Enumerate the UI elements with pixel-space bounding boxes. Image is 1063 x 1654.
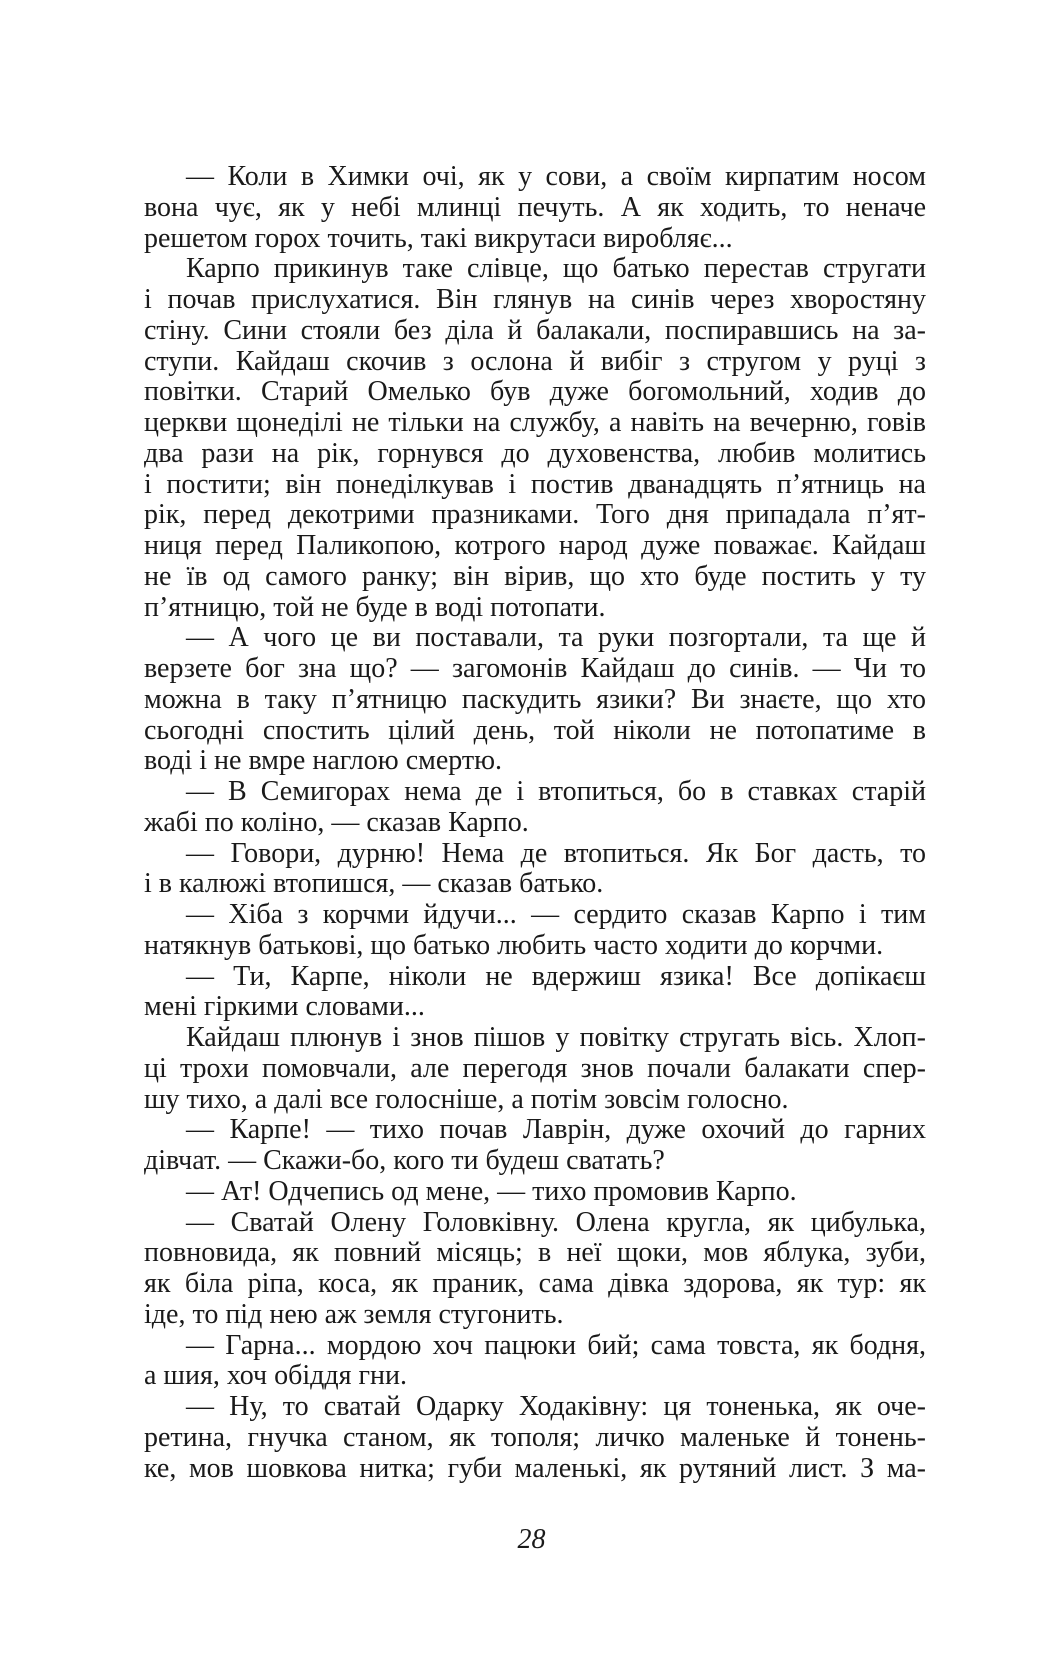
text-line: — Говори, дурню! Нема де втопиться. Як Бог дасть, то xyxy=(186,838,926,869)
text-body xyxy=(144,162,926,1484)
text-line: можна в таку п’ятницю паскудить язики? Ви знаєте, що хто xyxy=(144,684,926,715)
text-line: не їв од самого ранку; він вірив, що хто буде постить у ту xyxy=(144,561,926,592)
text-line: воді і не вмре наглою смертю. xyxy=(144,746,503,777)
text-line: — Ну, то сватай Одарку Ходаківну: ця тоненька, як оче- xyxy=(186,1392,926,1422)
text-line: — Карпе! — тихо почав Лаврін, дуже охочий до гарних xyxy=(186,1115,926,1146)
text-line: а шия, хоч обіддя гни. xyxy=(144,1361,407,1392)
text-line: — Ат! Одчепись од мене, — тихо промовив Карпо. xyxy=(186,1176,797,1207)
text-line: натякнув батькові, що батько любить часто ходити до корчми. xyxy=(144,930,884,961)
text-line: вона чує, як у небі млинці печуть. А як ходить, то неначе xyxy=(144,192,926,223)
text-line: повновида, як повний місяць; в неї щоки, мов яблука, зуби, xyxy=(144,1238,926,1269)
text-line: як біла ріпа, коса, як праник, сама дівка здорова, як тур: як xyxy=(144,1269,926,1299)
text-line: Карпо прикинув таке слівце, що батько перестав стругати xyxy=(186,254,926,285)
page-number: 28 xyxy=(517,1524,546,1555)
text-line: — В Семигорах нема де і втопиться, бо в ставках старій xyxy=(186,777,926,807)
text-line: ці трохи помовчали, але перегодя знов почали балакати спер- xyxy=(144,1053,926,1084)
text-line: два рази на рік, горнувся до духовенства, любив молитись xyxy=(144,438,926,469)
text-line: ступи. Кайдаш скочив з ослона й вибіг з стругом у руці з xyxy=(144,346,926,377)
text-line: рік, перед декотрими празниками. Того дня припадала п’ят- xyxy=(144,500,926,531)
text-line: — Коли в Химки очі, як у сови, а своїм кирпатим носом xyxy=(186,162,926,192)
text-line: верзете бог зна що? — загомонів Кайдаш до синів. — Чи то xyxy=(144,654,926,684)
text-line: Кайдаш плюнув і знов пішов у повітку стругать вісь. Хлоп- xyxy=(186,1023,926,1053)
text-line: шу тихо, а далі все голосніше, а потім зовсім голосно. xyxy=(144,1084,789,1115)
text-line: повітки. Старий Омелько був дуже богомольний, ходив до xyxy=(144,377,926,408)
text-line: ретина, гнучка станом, як тополя; личко маленьке й тонень- xyxy=(144,1422,926,1453)
text-line: — Сватай Олену Головківну. Олена кругла, як цибулька, xyxy=(186,1207,926,1238)
text-line: п’ятницю, той не буде в воді потопати. xyxy=(144,592,606,623)
text-line: ниця перед Паликопою, котрого народ дуже поважає. Кайдаш xyxy=(144,531,926,561)
text-line: сьогодні спостить цілий день, той ніколи не потопатиме в xyxy=(144,715,926,746)
text-line: дівчат. — Скажи-бо, кого ти будеш сватать? xyxy=(144,1146,665,1176)
text-line: іде, то під нею аж земля стугонить. xyxy=(144,1299,564,1330)
text-line: стіну. Сини стояли без діла й балакали, поспиравшись на за- xyxy=(144,315,926,346)
text-line: і в калюжі втопишся, — сказав батько. xyxy=(144,869,604,900)
text-line: мені гіркими словами... xyxy=(144,992,425,1023)
text-line: і почав прислухатися. Він глянув на синів через хворостяну xyxy=(144,285,926,315)
text-line: — Ти, Карпе, ніколи не вдержиш язика! Все допікаєш xyxy=(186,961,926,992)
text-line: — А чого це ви поставали, та руки позгортали, та ще й xyxy=(186,623,926,654)
text-line: решетом горох точить, такі викрутаси виробляє... xyxy=(144,223,733,254)
text-line: церкви щонеділі не тільки на службу, а навіть на вечерню, говів xyxy=(144,408,926,438)
text-line: ке, мов шовкова нитка; губи маленькі, як рутяний лист. З ма- xyxy=(144,1453,926,1484)
text-line: — Хіба з корчми йдучи... — сердито сказав Карпо і тим xyxy=(186,900,926,930)
text-line: і постити; він понеділкував і постив дванадцять п’ятниць на xyxy=(144,469,926,500)
text-line: жабі по коліно, — сказав Карпо. xyxy=(144,807,529,838)
text-line: — Гарна... мордою хоч пацюки бий; сама товста, як бодня, xyxy=(186,1330,926,1361)
